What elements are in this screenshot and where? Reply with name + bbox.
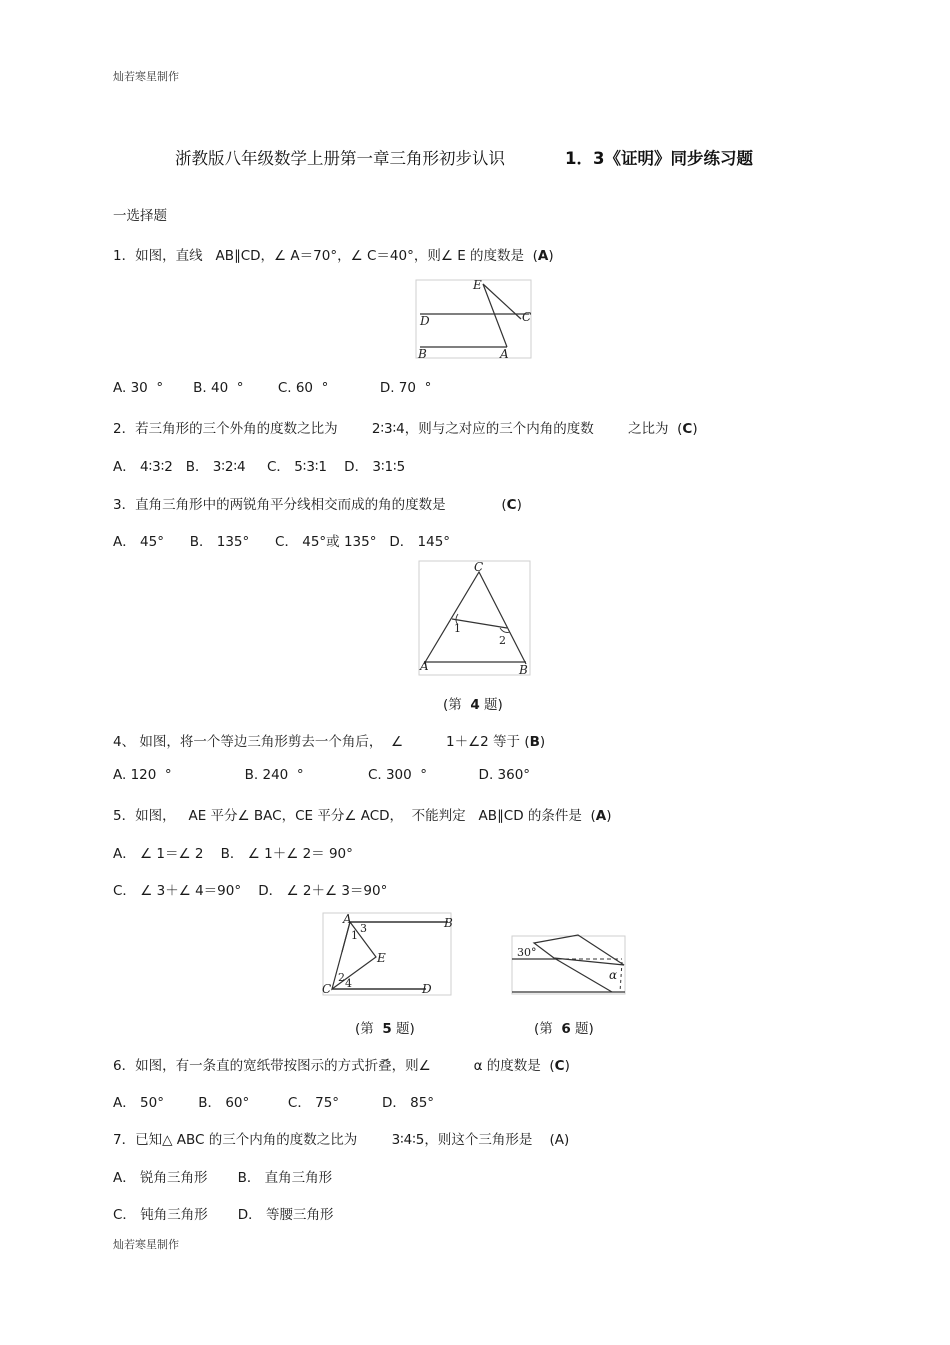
question-6 [113,1054,570,1074]
figure-4 [414,558,536,680]
question-5-answer: A [595,808,607,824]
fig5-label-4: 4 [345,977,352,990]
fig5-label-2: 2 [338,971,345,984]
fig5-label-b: B [444,916,453,930]
question-4-close: ) [539,734,546,750]
question-5-close: ) [606,808,612,824]
fig4-label-c: C [474,560,484,574]
fig6-label-alpha: α [609,968,618,982]
fig5-label-e: E [377,951,386,965]
caption-5-post: 题) [391,1021,415,1037]
question-7-options-ab: A． 锐角三角形 B． 直角三角形 [113,1170,333,1186]
question-2-text: 2．若三角形的三个外角的度数之比为 2∶3∶4，则与之对应的三个内角的度数 之比为 ( [113,421,683,437]
caption-4-num: 4 [470,697,480,713]
caption-4-pre: (第 [443,697,471,713]
question-4 [113,730,545,750]
fig5-label-a: A [343,912,352,926]
figure-6-caption [534,1017,594,1037]
fig1-label-b: B [418,347,427,361]
question-1-answer: A [537,248,549,264]
fig5-label-d: D [422,982,432,996]
question-3 [113,493,522,513]
fig1-label-d: D [420,314,430,328]
fig4-label-2: 2 [499,634,506,647]
question-5-options-cd: C． ∠ 3＋∠ 4＝90° D． ∠ 2＋∠ 3＝90° [113,883,388,899]
question-1-close: ) [548,248,554,264]
question-2-close: ) [692,421,698,437]
question-6-options: A． 50° B． 60° C． 75° D． 85° [113,1095,435,1111]
caption-5-pre: (第 [355,1021,383,1037]
fig1-label-a: A [500,347,509,361]
fig4-label-a: A [420,659,429,673]
caption-6-num: 6 [561,1021,571,1037]
question-1-options: A. 30 ° B. 40 ° C. 60 ° D. 70 ° [113,380,432,396]
doc-title-section: 1．3《证明》同步练习题 [565,149,753,168]
question-4-answer: B [529,734,540,750]
fig5-label-c: C [322,982,332,996]
question-7-options-cd: C． 钝角三角形 D． 等腰三角形 [113,1207,334,1223]
question-7: 7．已知△ ABC 的三个内角的度数之比为 3∶4∶5，则这个三角形是 (A) [113,1132,570,1148]
section-heading: 一选择题 [113,208,167,224]
fig6-label-30: 30° [517,946,537,959]
question-5-text: 5．如图， AE 平分∠ BAC，CE 平分∠ ACD， 不能判定 AB∥CD 的条件是 ( [113,808,596,824]
doc-title: 浙教版八年级数学上册第一章三角形初步认识 [175,149,505,168]
question-2-answer: C [682,421,693,437]
caption-6-post: 题) [570,1021,594,1037]
fig1-label-c: C [522,310,532,324]
question-2 [113,417,698,437]
figure-4-caption [443,693,503,713]
question-3-close: ) [516,497,522,513]
page-header: 灿若寒星制作 [113,70,179,83]
question-6-answer: C [554,1058,565,1074]
fig5-label-1: 1 [351,929,358,942]
fig4-label-1: 1 [454,622,461,635]
fig5-label-3: 3 [360,922,367,935]
question-6-close: ) [564,1058,570,1074]
caption-4-post: 题) [479,697,503,713]
question-2-options: A． 4∶3∶2 B． 3∶2∶4 C． 5∶3∶1 D． 3∶1∶5 [113,459,406,475]
question-4-options: A. 120 ° B. 240 ° C. 300 ° D. 360° [113,767,531,783]
question-1-text: 1．如图，直线 AB∥CD，∠ A＝70°，∠ C＝40°，则∠ E 的度数是 ( [113,248,538,264]
question-3-options: A． 45° B． 135° C． 45°或 135° D． 145° [113,534,451,550]
figure-1 [412,277,537,362]
fig4-label-b: B [519,663,528,677]
question-3-answer: C [506,497,517,513]
fig1-label-e: E [473,278,482,292]
question-4-text: 4、 如图，将一个等边三角形剪去一个角后， ∠ 1＋∠2 等于 ( [113,734,530,750]
figure-5-caption [355,1017,415,1037]
question-3-text: 3．直角三角形中的两锐角平分线相交而成的角的度数是 ( [113,497,507,513]
caption-6-pre: (第 [534,1021,562,1037]
question-1 [113,244,554,264]
figure-6 [508,932,630,998]
question-6-text: 6．如图，有一条直的宽纸带按图示的方式折叠，则∠ α 的度数是 ( [113,1058,555,1074]
question-5 [113,804,611,824]
page-footer: 灿若寒星制作 [113,1238,179,1251]
question-5-options-ab: A． ∠ 1＝∠ 2 B． ∠ 1＋∠ 2＝ 90° [113,846,353,862]
figure-5 [318,910,458,1000]
caption-5-num: 5 [382,1021,392,1037]
